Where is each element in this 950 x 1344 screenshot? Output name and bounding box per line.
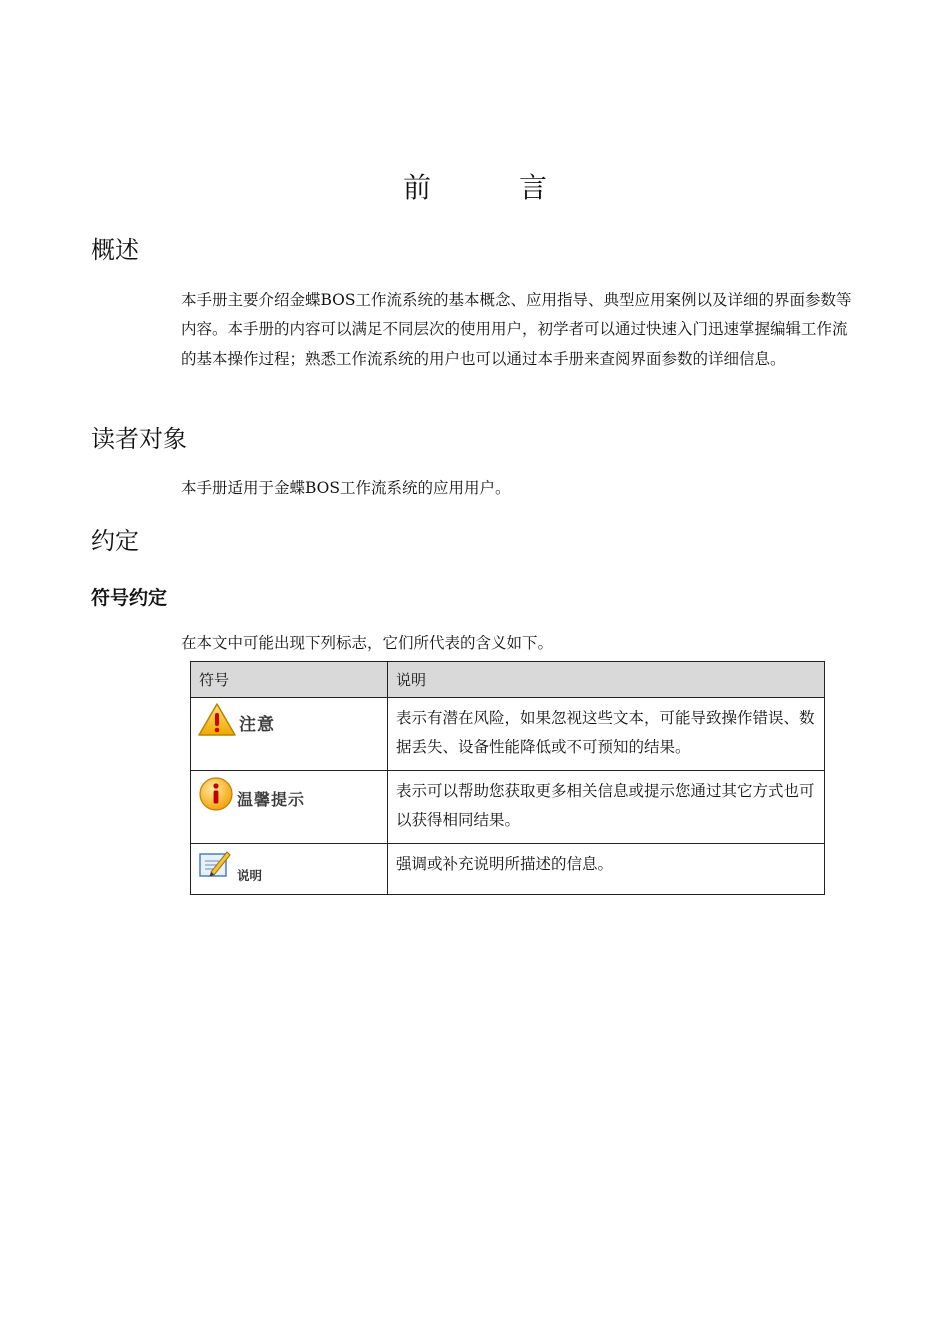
section-heading-overview: 概述 — [91, 236, 139, 264]
note-label: 说明 — [237, 867, 263, 883]
subsection-heading-symbols: 符号约定 — [91, 587, 168, 609]
warning-icon — [197, 702, 237, 748]
symbols-table — [190, 661, 825, 895]
table-row — [191, 771, 825, 844]
description-cell — [388, 771, 825, 844]
warning-label: 注意 — [239, 714, 275, 735]
warning-description: 表示有潜在风险，如果忽视这些文本，可能导致操作错误、数据丢失、设备性能降低或不可预知的结果。 — [396, 709, 815, 756]
page-title: 前 言 — [402, 171, 577, 204]
symbol-cell — [191, 844, 388, 895]
description-cell — [388, 698, 825, 771]
info-label: 温馨提示 — [237, 789, 306, 809]
table-header-row — [191, 662, 825, 698]
section-heading-audience: 读者对象 — [91, 425, 187, 453]
table-row — [191, 844, 825, 895]
info-description: 表示可以帮助您获取更多相关信息或提示您通过其它方式也可以获得相同结果。 — [396, 782, 815, 829]
note-icon — [197, 848, 233, 890]
overview-paragraph: 本手册主要介绍金蝶BOS工作流系统的基本概念、应用指导、典型应用案例以及详细的界面参数等内容。本手册的内容可以满足不同层次的使用用户，初学者可以通过快速入门迅速掌握编辑工作流的基本操作过程；熟悉工作流系统的用户也可以通过本手册来查阅界面参数的详细信息。 — [181, 291, 852, 368]
table-row — [191, 698, 825, 771]
symbol-cell — [191, 698, 388, 771]
info-icon — [197, 775, 235, 823]
note-description: 强调或补充说明所描述的信息。 — [396, 855, 614, 873]
section-heading-conventions: 约定 — [91, 527, 139, 555]
table-header-description: 说明 — [388, 662, 825, 698]
description-cell — [388, 844, 825, 895]
symbols-intro: 在本文中可能出现下列标志，它们所代表的含义如下。 — [181, 634, 554, 652]
symbol-cell — [191, 771, 388, 844]
audience-paragraph: 本手册适用于金蝶BOS工作流系统的应用用户。 — [181, 479, 511, 497]
table-header-symbol: 符号 — [191, 662, 388, 698]
